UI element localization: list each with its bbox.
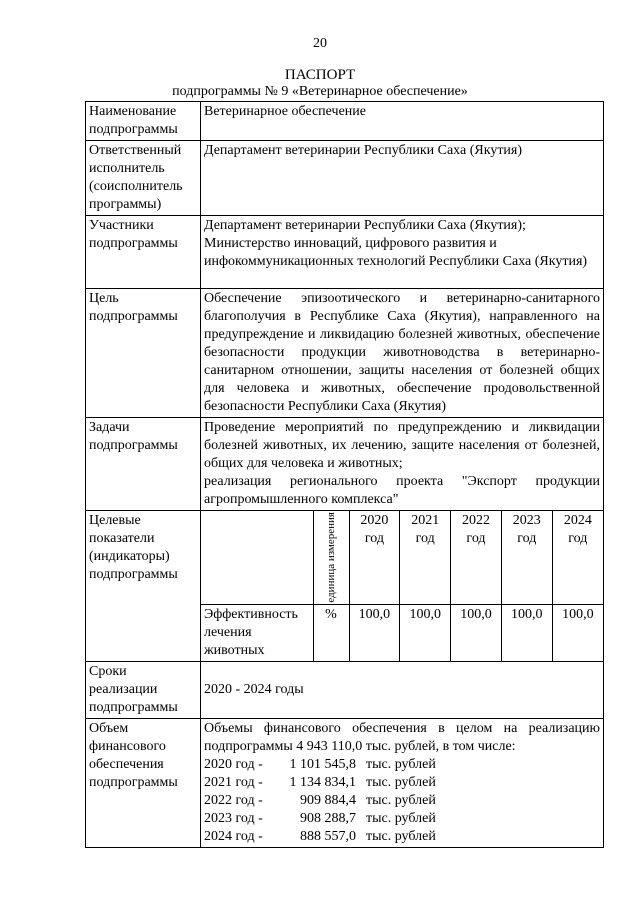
funding-year: 2024 год - — [204, 828, 263, 844]
year-header-2022: 2022 год — [451, 511, 502, 604]
unit-header-cell — [313, 511, 349, 604]
indicator-value-2020: 100,0 — [349, 604, 400, 661]
label-terms: Сроки реализации подпрограммы — [86, 661, 201, 718]
participant-2: Министерство инноваций, цифрового развития и инфокоммуникационных технологий Республики Саха (Якутия) — [204, 236, 588, 269]
indicators-header-row — [201, 511, 603, 604]
row-participants — [86, 216, 604, 289]
funding-amount: 909 884,4 — [300, 792, 356, 808]
row-funding — [86, 718, 604, 847]
label-executor: Ответственный исполнитель (соисполнитель программы) — [86, 141, 201, 216]
indicator-value-2024: 100,0 — [552, 604, 603, 661]
funding-amount: 908 288,7 — [300, 810, 356, 826]
indicator-unit: % — [313, 604, 349, 661]
unit-header: единица измерения — [325, 512, 337, 603]
indicator-header-empty — [201, 511, 313, 604]
funding-unit: тыс. рублей — [366, 792, 436, 808]
funding-year: 2023 год - — [204, 810, 263, 826]
label-tasks: Задачи подпрограммы — [86, 418, 201, 511]
row-goal — [86, 289, 604, 418]
funding-unit: тыс. рублей — [366, 810, 436, 826]
document-title: ПАСПОРТ — [284, 67, 356, 83]
value-terms: 2020 - 2024 годы — [201, 661, 604, 718]
funding-intro: Объемы финансового обеспечения в целом на реализацию подпрограммы 4 943 110,0 тыс. рублей, в том числе: — [204, 720, 600, 754]
indicators-cell — [201, 511, 604, 662]
funding-item — [204, 774, 600, 792]
value-goal: Обеспечение эпизоотического и ветеринарно-санитарного благополучия в Республике Саха (Якутия), направленного на предупреждение и ликвидацию болезней животных, обеспечение безопасности продукции животноводства в ветеринарно-санитарном отношении, защиты населения от болезней общих для человека и животных, обеспечение продовольственной безопасности Республики Саха (Якутия) — [201, 289, 604, 418]
funding-item — [204, 756, 600, 774]
funding-year: 2021 год - — [204, 774, 263, 790]
funding-year: 2020 год - — [204, 756, 263, 772]
indicator-value-2023: 100,0 — [501, 604, 552, 661]
funding-item — [204, 828, 600, 846]
indicator-name: Эффективность лечения животных — [201, 604, 313, 661]
value-name: Ветеринарное обеспечение — [201, 102, 604, 141]
indicator-row — [201, 604, 603, 661]
year-header-2021: 2021 год — [400, 511, 451, 604]
label-name: Наименование подпрограммы — [86, 102, 201, 141]
row-name — [86, 102, 604, 141]
funding-amount: 1 101 545,8 — [289, 756, 356, 772]
funding-amount: 888 557,0 — [300, 828, 356, 844]
value-funding — [201, 718, 604, 847]
task-1: Проведение мероприятий по предупреждению и ликвидации болезней животных, их лечению, защите населения от болезней, общих для человека и животных; — [204, 420, 600, 471]
value-executor: Департамент ветеринарии Республики Саха (Якутия) — [201, 141, 604, 216]
funding-unit: тыс. рублей — [366, 828, 436, 844]
value-tasks — [201, 418, 604, 511]
label-indicators: Целевые показатели (индикаторы) подпрограммы — [86, 511, 201, 662]
row-executor — [86, 141, 604, 216]
indicators-table — [201, 511, 603, 661]
year-header-2024: 2024 год — [552, 511, 603, 604]
funding-item — [204, 792, 600, 810]
row-indicators — [86, 511, 604, 662]
funding-unit: тыс. рублей — [366, 756, 436, 772]
funding-unit: тыс. рублей — [366, 774, 436, 790]
indicator-value-2022: 100,0 — [451, 604, 502, 661]
year-header-2023: 2023 год — [501, 511, 552, 604]
value-participants — [201, 216, 604, 289]
label-participants: Участники подпрограммы — [86, 216, 201, 289]
label-goal: Цель подпрограммы — [86, 289, 201, 418]
funding-amount: 1 134 834,1 — [289, 774, 356, 790]
participant-1: Департамент ветеринарии Республики Саха (Якутия); — [204, 218, 526, 233]
row-tasks — [86, 418, 604, 511]
funding-item — [204, 810, 600, 828]
task-2: реализация регионального проекта "Экспорт продукции агропромышленного комплекса" — [204, 474, 600, 507]
row-terms — [86, 661, 604, 718]
document-subtitle: подпрограммы № 9 «Ветеринарное обеспечение» — [172, 84, 468, 99]
indicator-value-2021: 100,0 — [400, 604, 451, 661]
year-header-2020: 2020 год — [349, 511, 400, 604]
page-number: 20 — [313, 36, 327, 51]
label-funding: Объем финансового обеспечения подпрограммы — [86, 718, 201, 847]
passport-table — [85, 101, 604, 848]
funding-year: 2022 год - — [204, 792, 263, 808]
